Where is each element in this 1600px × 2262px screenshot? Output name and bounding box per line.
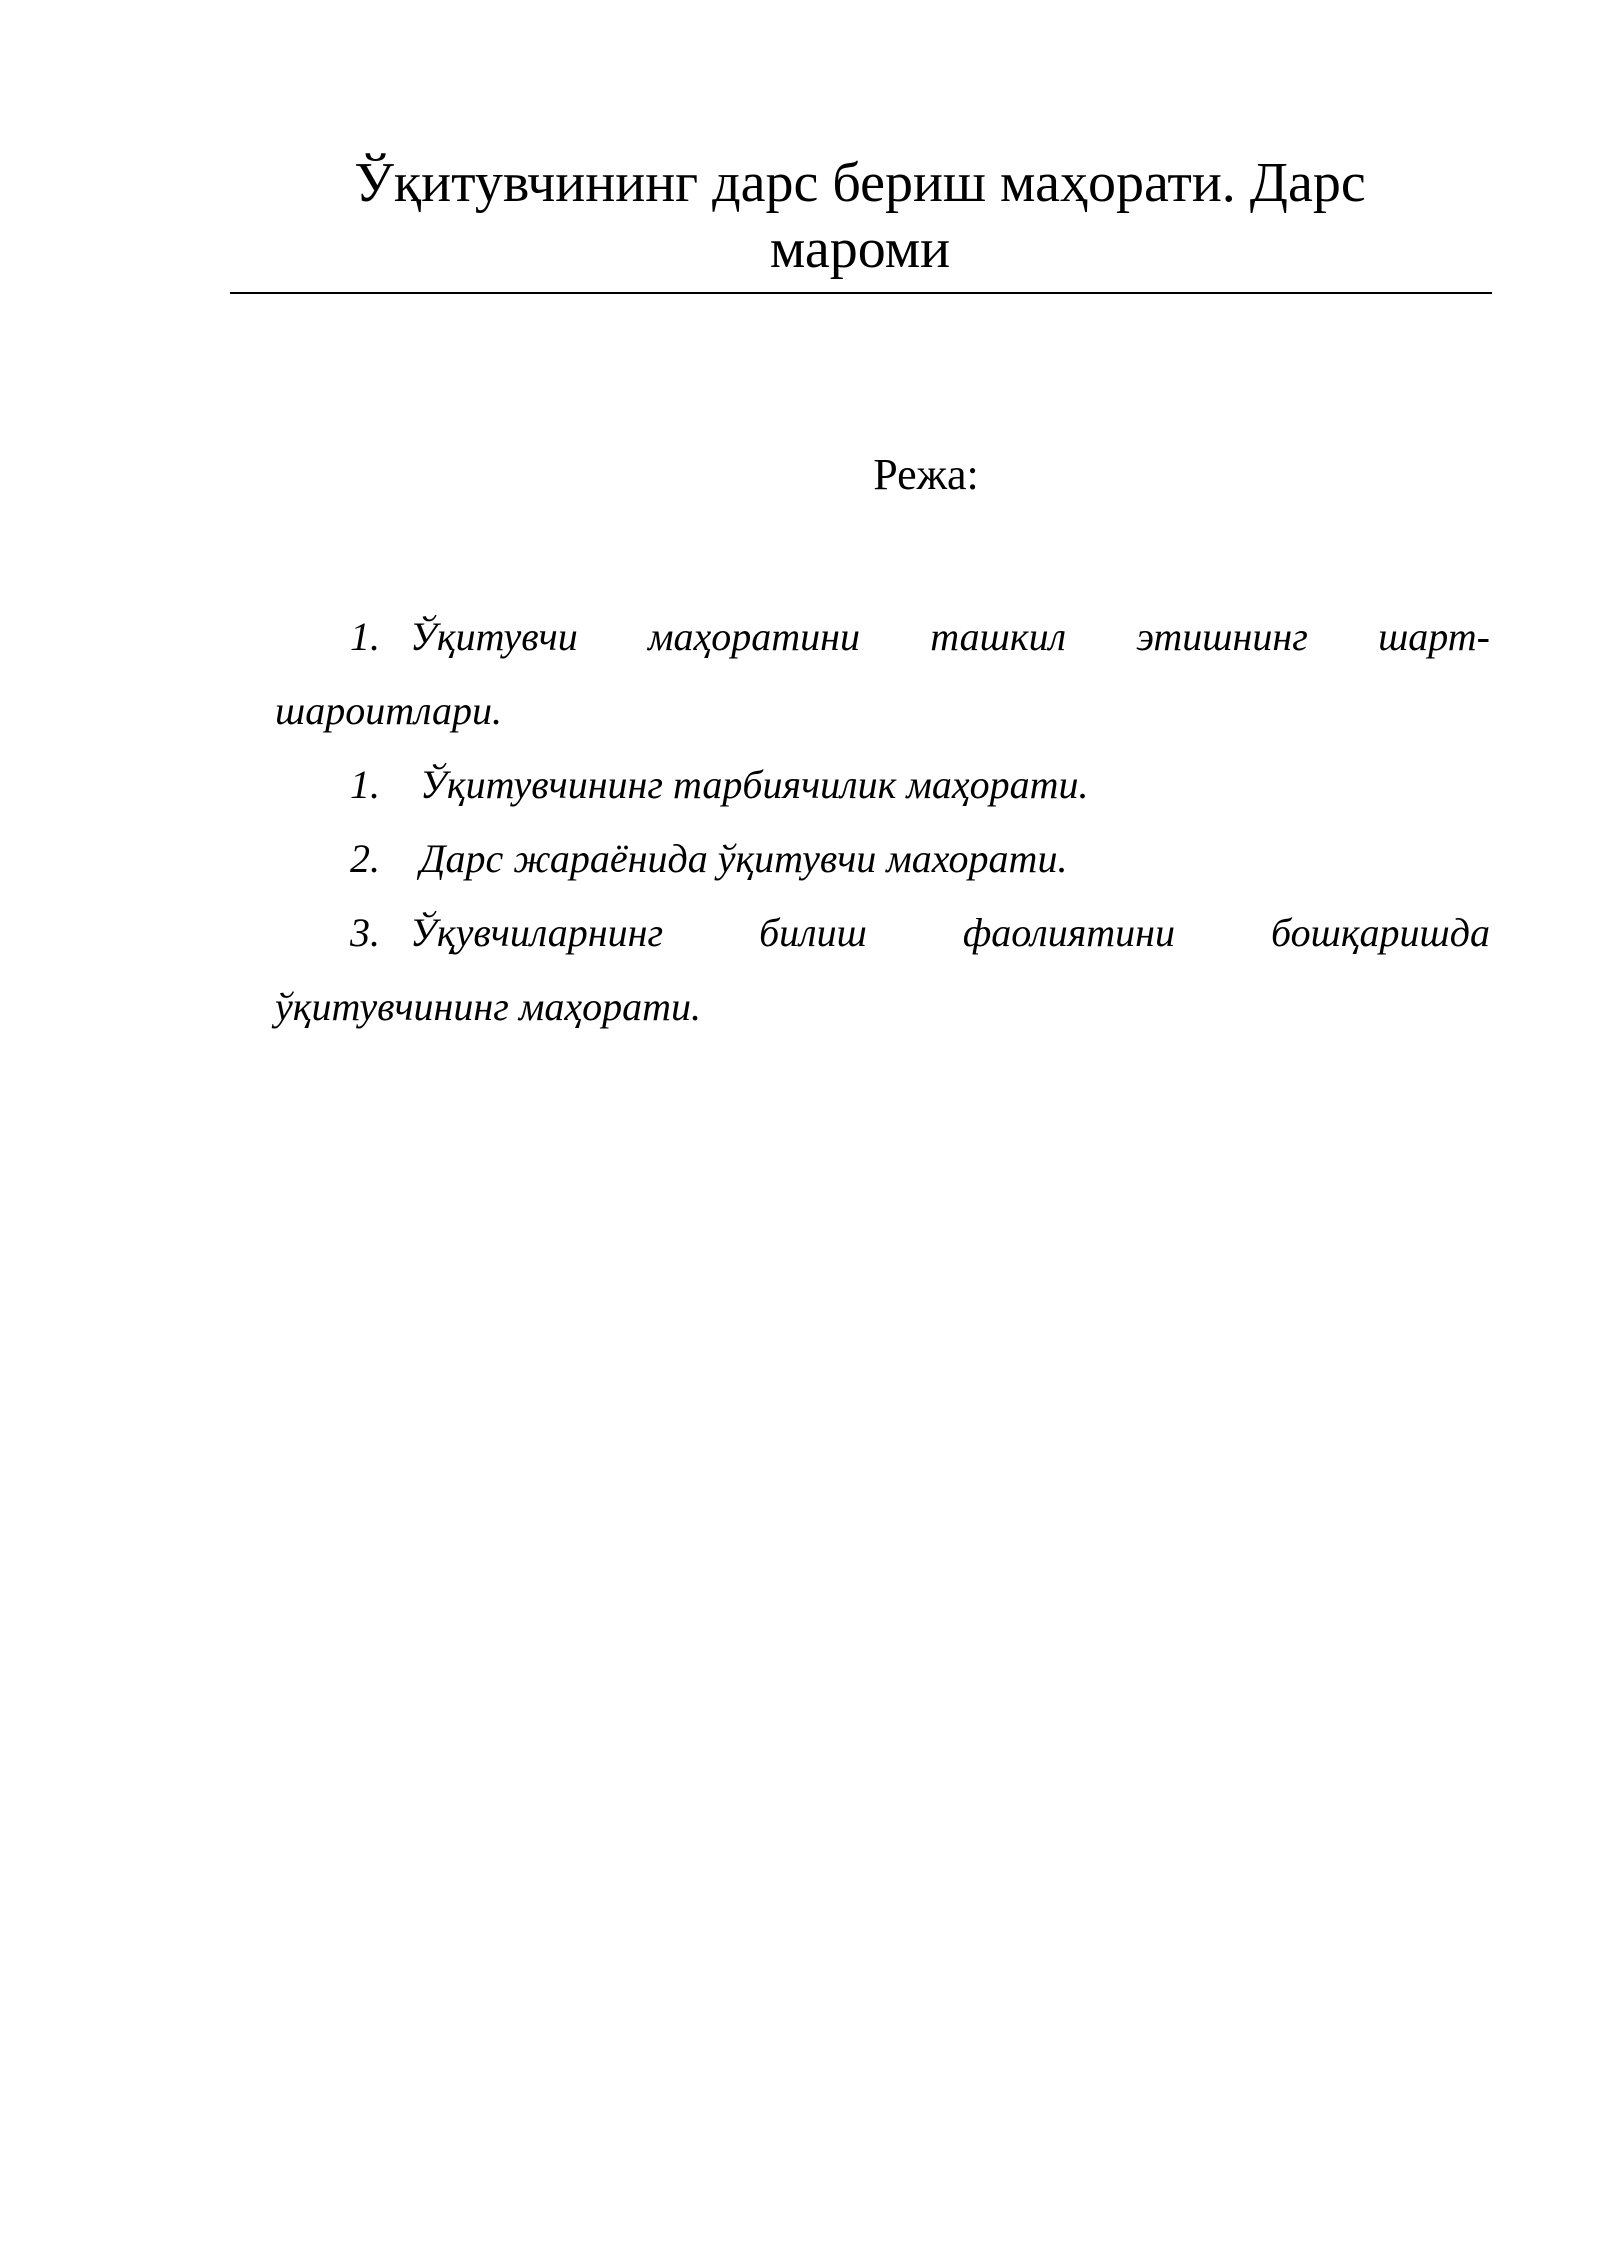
plan-item-1-word-3: ташкил (930, 614, 1067, 659)
plan-item-3-number: 2. (350, 836, 380, 881)
plan-heading: Режа: (873, 450, 979, 499)
document-title-line-2: мароми (769, 218, 951, 280)
plan-list (275, 600, 1490, 1044)
plan-item-1-word-4: этишнинг (1136, 614, 1308, 659)
document-title (230, 150, 1490, 282)
plan-item-4-first-line (275, 896, 1490, 970)
document-title-line-1: Ўқитувчининг дарс бериш маҳорати. Дарс (354, 152, 1366, 214)
plan-item-4-word-2: билиш (759, 910, 867, 955)
plan-item-1-number: 1. (350, 614, 380, 659)
plan-item-2-number: 1. (350, 762, 380, 807)
plan-item-3-text: Дарс жараёнида ўқитувчи махорати. (420, 836, 1068, 881)
plan-item-1-word-1: Ўқитувчи (410, 614, 578, 659)
plan-item-3 (275, 822, 1490, 896)
plan-item-1-continuation: шароитлари. (275, 688, 503, 733)
plan-item-4-word-3: фаолиятини (962, 910, 1176, 955)
plan-item-4-word-1: Ўқувчиларнинг (410, 910, 664, 955)
plan-item-4-continuation: ўқитувчининг маҳорати. (275, 984, 702, 1029)
plan-item-1-word-2: маҳоратини (648, 614, 861, 659)
plan-item-4 (275, 896, 1490, 1044)
plan-item-1 (275, 600, 1490, 748)
title-underline-rule (230, 292, 1492, 294)
plan-item-4-number: 3. (350, 910, 380, 955)
plan-item-2 (275, 748, 1490, 822)
plan-item-1-first-line (275, 600, 1490, 674)
plan-item-1-word-5: шарт- (1378, 614, 1490, 659)
plan-item-2-text: Ўқитувчининг тарбиячилик маҳорати. (420, 762, 1089, 807)
plan-item-4-word-4: бошқаришда (1271, 910, 1490, 955)
